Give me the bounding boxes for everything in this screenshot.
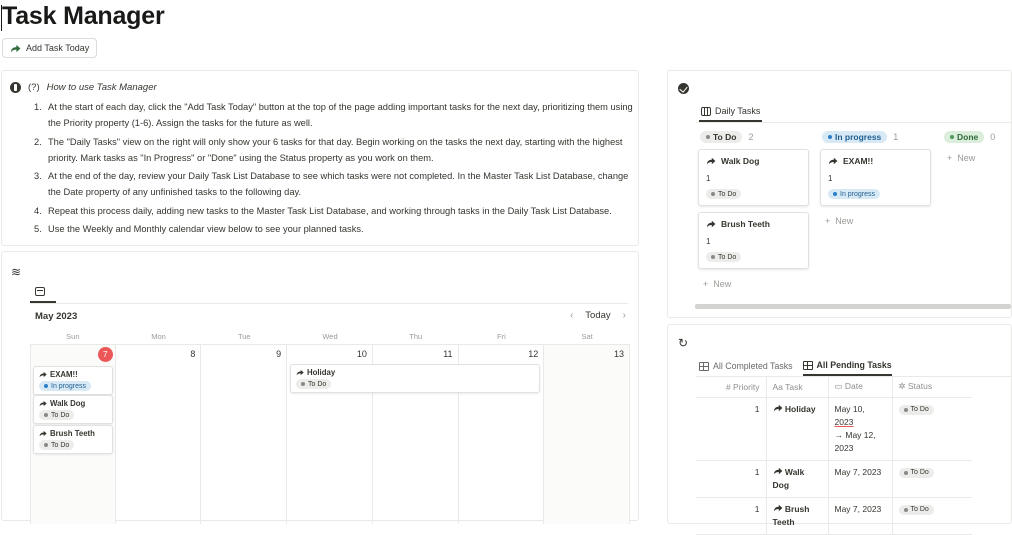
board-column-header[interactable]: [822, 131, 898, 143]
add-task-today-label: Add Task Today: [26, 43, 90, 53]
check-circle-icon: [678, 83, 689, 94]
card-title: Brush Teeth: [721, 219, 770, 229]
howto-step: 2. The "Daily Tasks" view on the right will only show your 6 tasks for that day. Begin working on the tasks the next day, starting with the highest priority. Mark tasks as "In Progress" or "Done" using the Status property as you work on them.: [34, 136, 623, 163]
howto-callout: [1, 70, 639, 246]
column-header-priority[interactable]: # Priority: [696, 377, 766, 397]
board-card[interactable]: [820, 149, 931, 206]
status-badge: To Do: [706, 189, 741, 199]
cell-date: May 7, 2023: [828, 497, 892, 534]
column-count: 0: [990, 132, 996, 142]
status-badge: To Do: [296, 379, 331, 389]
board-icon: [701, 107, 711, 116]
status-badge: In progress: [822, 131, 887, 143]
column-header-date[interactable]: ▭ Date: [828, 377, 892, 397]
cell-task[interactable]: Brush Teeth: [766, 497, 828, 534]
share-arrow-icon: [706, 157, 716, 165]
daily-tasks-board-panel: [667, 70, 1012, 318]
tab-all-pending-tasks[interactable]: All Pending Tasks: [803, 356, 892, 376]
chevron-right-icon[interactable]: ›: [622, 310, 626, 321]
howto-step: 3. At the end of the day, review your Daily Task List Database to see which tasks were not completed. In the Master Task List Database, change the Date property of any unfinished tasks to the following day.: [34, 171, 629, 197]
event-name: Holiday: [307, 368, 336, 377]
day-number: 10: [356, 349, 367, 359]
table-row[interactable]: [696, 497, 972, 534]
column-header-status[interactable]: ✲ Status: [892, 377, 972, 397]
new-card-button[interactable]: + New: [703, 279, 732, 289]
table-tabs: [699, 356, 892, 376]
howto-prefix: (?): [28, 82, 40, 93]
cell-priority: 1: [696, 460, 766, 497]
share-arrow-icon: [39, 430, 47, 437]
calendar-nav: [570, 310, 626, 321]
cell-priority: 1: [696, 497, 766, 534]
accessibility-icon: [10, 82, 21, 93]
horizontal-scrollbar[interactable]: [695, 304, 1011, 309]
tab-daily-tasks[interactable]: [699, 102, 762, 122]
calendar-icon: [35, 287, 45, 296]
board-card[interactable]: [698, 212, 809, 269]
column-header-task[interactable]: Aa Task: [766, 377, 828, 397]
calendar-event[interactable]: [33, 366, 113, 395]
card-priority: 1: [828, 174, 833, 183]
new-card-button[interactable]: + New: [947, 153, 976, 163]
status-badge: To Do: [899, 468, 934, 478]
status-badge: To Do: [899, 505, 934, 515]
event-name: Brush Teeth: [50, 429, 95, 438]
board-column-header[interactable]: [700, 131, 753, 143]
share-arrow-icon: [773, 467, 783, 475]
day-number: 9: [276, 349, 282, 359]
share-arrow-icon: [773, 504, 783, 512]
table-row[interactable]: [696, 397, 972, 460]
calendar-icon: ▭: [834, 381, 843, 392]
status-badge: In progress: [828, 189, 880, 199]
weekday-label: Wed: [322, 332, 338, 341]
status-badge: To Do: [39, 440, 74, 450]
cell-priority: 1: [696, 397, 766, 460]
cell-date: May 7, 2023: [828, 460, 892, 497]
page-title: Task Manager: [2, 2, 165, 30]
chevron-left-icon[interactable]: ‹: [569, 310, 574, 321]
calendar-day-cell[interactable]: [201, 345, 287, 524]
weekday-header: [30, 332, 630, 341]
cell-task[interactable]: Holiday: [766, 397, 828, 460]
day-number: 13: [613, 349, 624, 359]
weekday-label: Sat: [581, 332, 593, 341]
status-badge: In progress: [39, 381, 91, 391]
calendar-panel: [1, 251, 639, 521]
plus-icon: +: [703, 279, 709, 289]
status-spinner-icon: ✲: [898, 381, 906, 392]
share-arrow-icon: [828, 157, 838, 165]
howto-step: 4. Repeat this process daily, adding new tasks to the Master Task List Database, and working through tasks in the Daily Task List Database.: [34, 205, 612, 216]
weekday-label: Sun: [66, 332, 80, 341]
share-arrow-icon: [296, 369, 304, 376]
status-badge: To Do: [700, 131, 742, 143]
status-badge: Done: [944, 131, 984, 143]
add-task-today-button[interactable]: [2, 38, 97, 58]
weekday-label: Tue: [237, 332, 251, 341]
new-card-button[interactable]: + New: [825, 216, 854, 226]
column-count: 2: [748, 132, 754, 142]
weekday-label: Thu: [409, 332, 423, 341]
tasks-table-panel: [667, 324, 1012, 527]
calendar-event[interactable]: [290, 364, 540, 393]
tab-calendar[interactable]: [30, 285, 56, 303]
howto-header: [10, 82, 157, 93]
status-badge: To Do: [39, 410, 74, 420]
today-button[interactable]: Today: [585, 310, 611, 321]
divider: [696, 122, 1011, 123]
column-count: 1: [893, 132, 899, 142]
share-arrow-icon: [39, 400, 47, 407]
table-row[interactable]: [696, 460, 972, 497]
pending-tasks-table: [696, 377, 972, 535]
day-number: 11: [443, 349, 453, 359]
card-priority: 1: [706, 237, 711, 246]
calendar-day-cell[interactable]: [544, 345, 630, 524]
divider: [30, 303, 628, 304]
weekday-label: Mon: [151, 332, 166, 341]
event-name: Walk Dog: [50, 399, 86, 408]
cell-task[interactable]: Walk Dog: [766, 460, 828, 497]
share-arrow-icon: [39, 371, 47, 378]
calendar-event[interactable]: [33, 425, 113, 454]
wave-icon: ≋: [11, 265, 22, 279]
tab-label: Daily Tasks: [715, 106, 761, 116]
board-column-header[interactable]: [944, 131, 995, 143]
calendar-day-cell[interactable]: [116, 345, 202, 524]
tab-all-completed-tasks[interactable]: All Completed Tasks: [699, 356, 793, 376]
refresh-icon: ↻: [678, 336, 689, 350]
share-arrow-icon: [706, 220, 716, 228]
weekday-label: Fri: [497, 332, 506, 341]
cell-date: May 10, 2023 → May 12, 2023: [828, 397, 892, 460]
status-badge: To Do: [706, 252, 741, 262]
howto-step: 5. Use the Weekly and Monthly calendar view below to see your planned tasks.: [34, 224, 364, 234]
calendar-event[interactable]: [33, 395, 113, 424]
share-arrow-icon: [773, 404, 783, 412]
cell-status: [892, 397, 972, 460]
howto-step: 1. At the start of each day, click the "Add Task Today" button at the top of the page adding important tasks for the next day, prioritizing them using the Priority property (1-6). Assign the tasks for the future as well.: [34, 102, 633, 128]
cell-status: [892, 460, 972, 497]
status-badge: To Do: [899, 405, 934, 415]
day-number: 12: [528, 349, 539, 359]
table-icon: [803, 361, 813, 370]
howto-steps: [34, 99, 634, 240]
plus-icon: +: [947, 153, 953, 163]
share-arrow-icon: [10, 44, 21, 53]
table-icon: [699, 362, 709, 371]
board-card[interactable]: [698, 149, 809, 206]
event-name: EXAM!!: [50, 370, 78, 379]
card-title: EXAM!!: [843, 156, 874, 166]
cell-status: [892, 497, 972, 534]
today-date-badge: 7: [98, 347, 113, 362]
card-priority: 1: [706, 174, 711, 183]
howto-heading: How to use Task Manager: [46, 82, 157, 93]
plus-icon: +: [825, 216, 831, 226]
day-number: 8: [190, 349, 196, 359]
calendar-month: May 2023: [35, 311, 78, 322]
card-title: Walk Dog: [721, 156, 760, 166]
